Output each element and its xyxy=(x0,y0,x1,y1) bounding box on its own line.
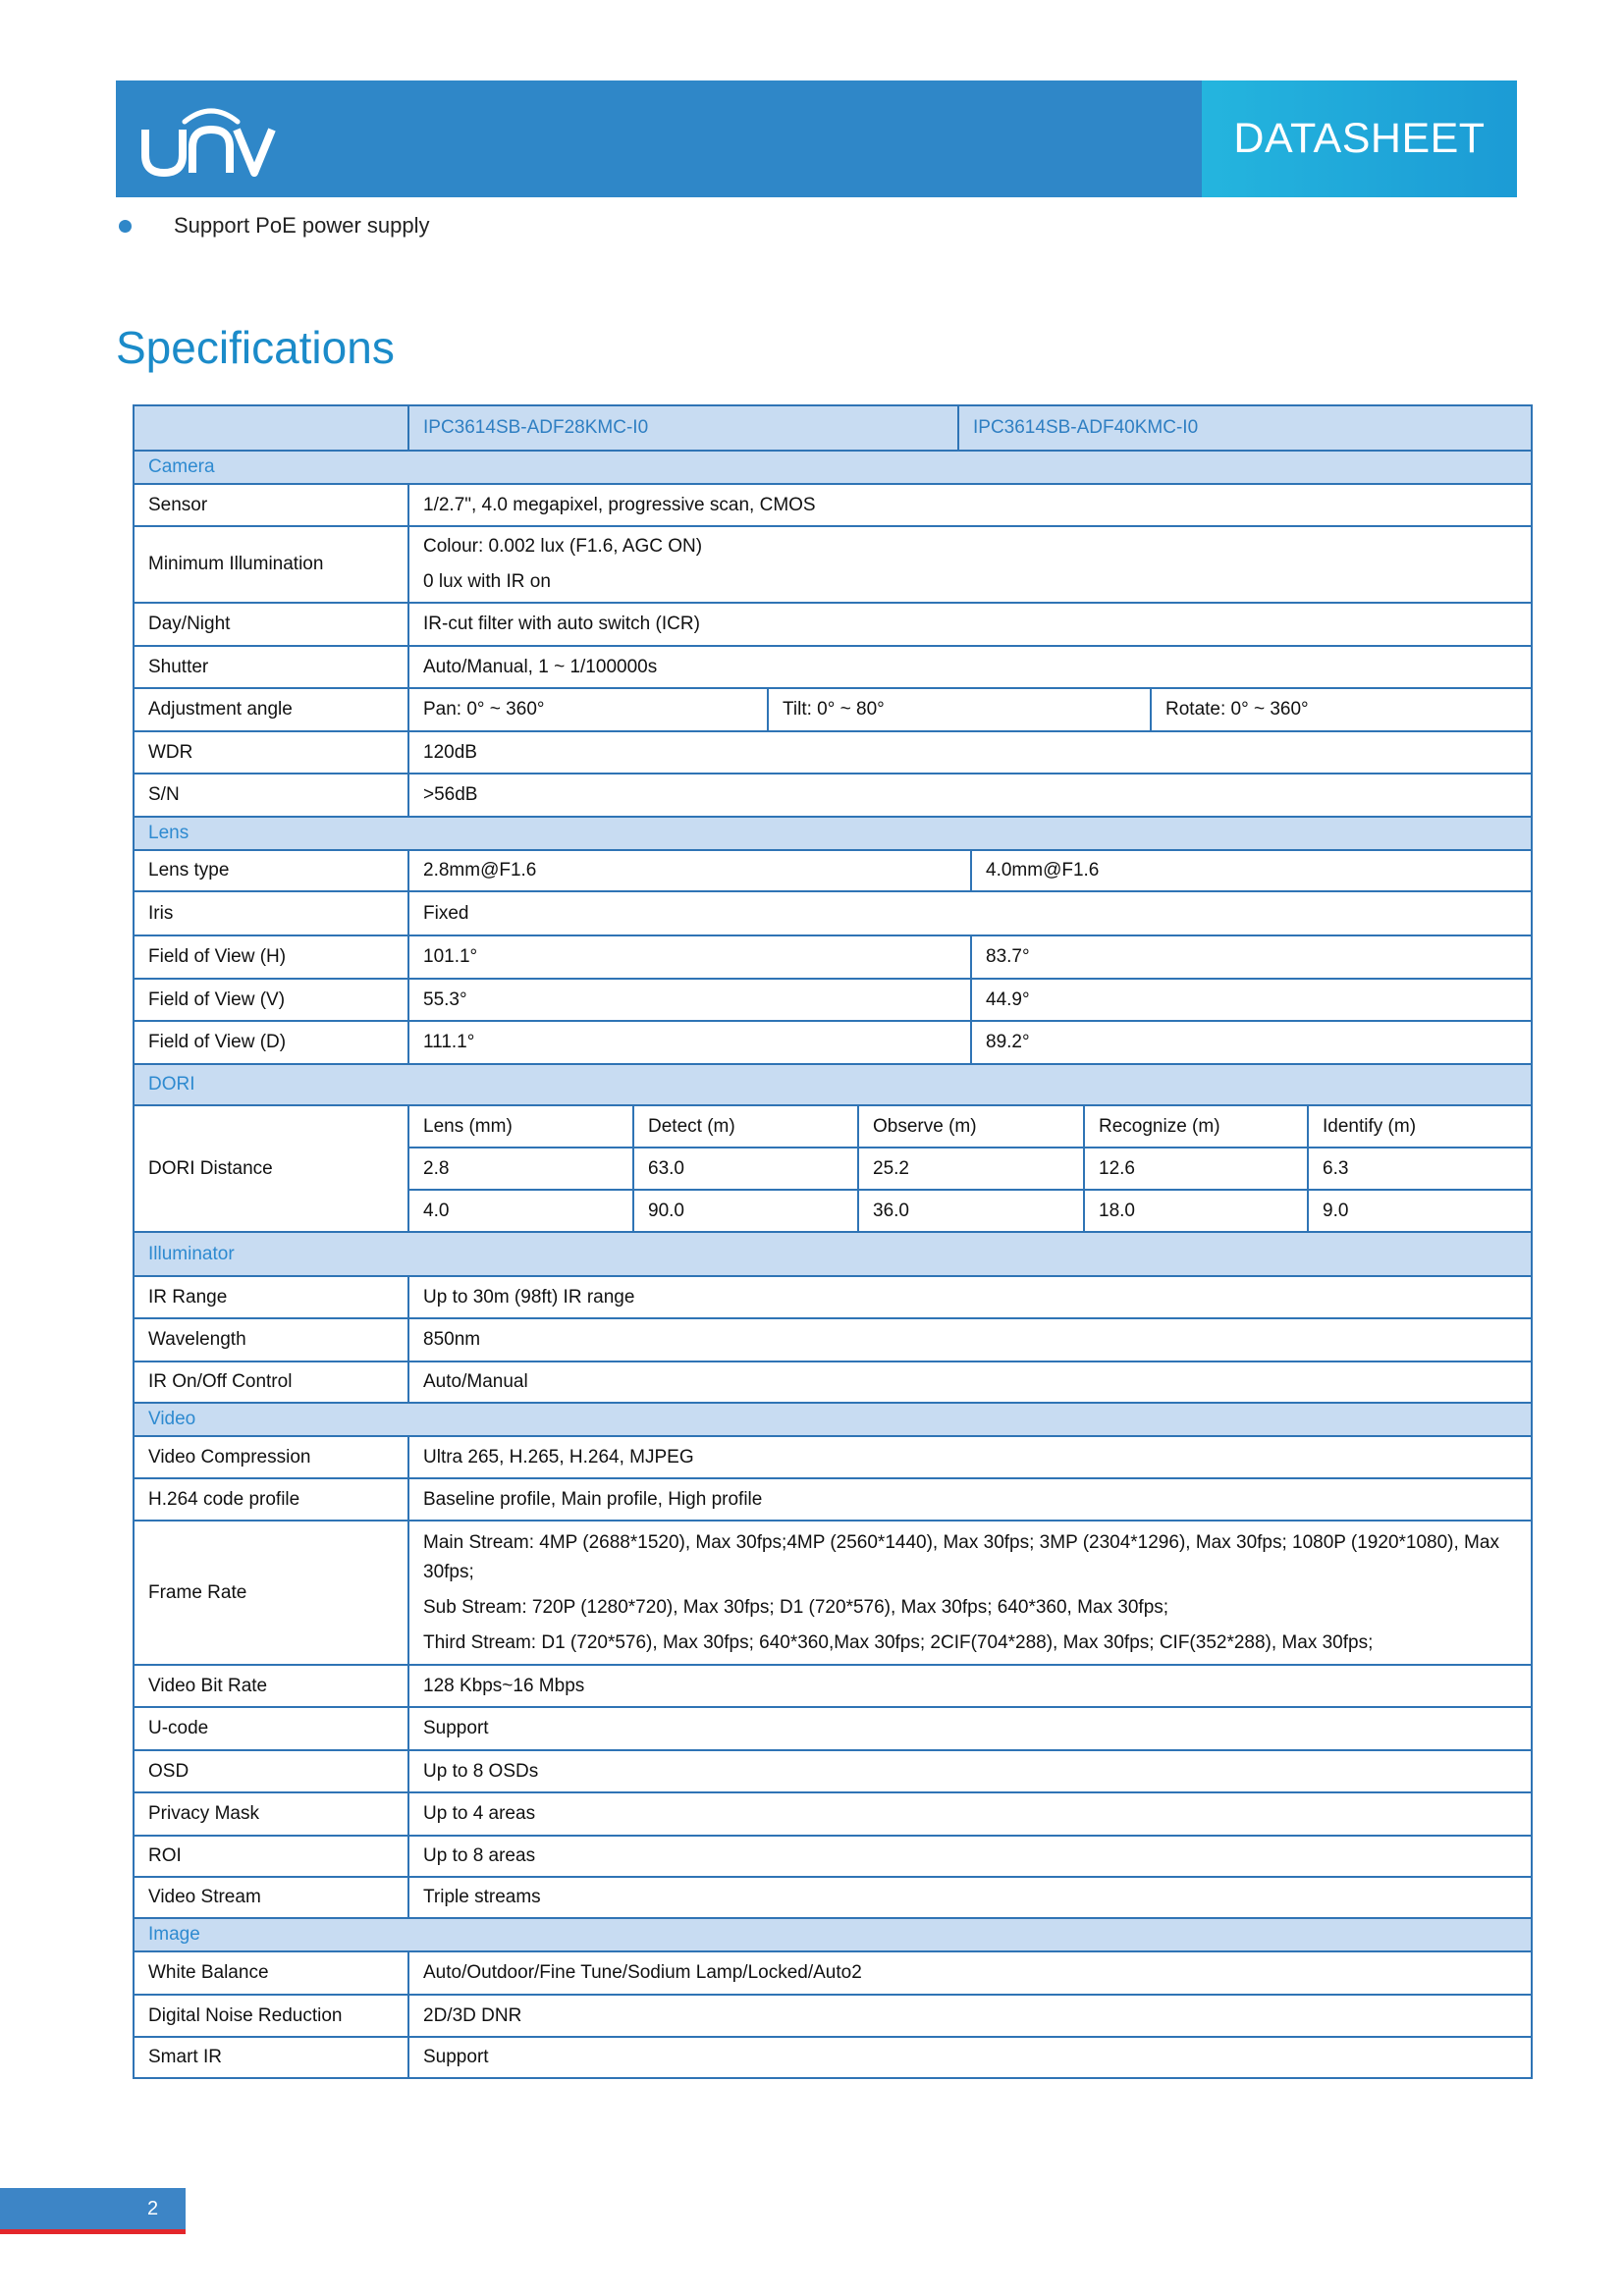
page-title: Specifications xyxy=(116,322,395,373)
spec-value: Triple streams xyxy=(409,1878,1533,1919)
spec-label: Video Compression xyxy=(135,1437,409,1479)
spec-value: 120dB xyxy=(409,732,1533,774)
spec-value-line: Colour: 0.002 lux (F1.6, AGC ON) xyxy=(423,536,703,557)
spec-label: S/N xyxy=(135,774,409,818)
spec-value: Up to 30m (98ft) IR range xyxy=(409,1277,1533,1319)
dori-column-header: Observe (m) xyxy=(859,1106,1085,1148)
spec-row-ucode xyxy=(135,1708,1533,1751)
section-row-image xyxy=(135,1919,1533,1952)
frame-rate-third-stream: Third Stream: D1 (720*576), Max 30fps; 640*360,Max 30fps; 2CIF(704*288), Max 30fps; CIF(352*288), Max 30fps; xyxy=(423,1631,1374,1653)
dori-cell: 12.6 xyxy=(1085,1148,1309,1191)
section-title: DORI xyxy=(135,1065,1533,1106)
spec-value: 2D/3D DNR xyxy=(409,1996,1533,2038)
frame-rate-main-stream: Main Stream: 4MP (2688*1520), Max 30fps;4MP (2560*1440), Max 30fps; 3MP (2304*1296), Max 30fps; 1080P (1920*1080), Max 30fps; xyxy=(423,1531,1499,1582)
dori-column-header: Identify (m) xyxy=(1309,1106,1533,1148)
spec-row-h264-profile xyxy=(135,1479,1533,1522)
spec-row-roi xyxy=(135,1837,1533,1878)
spec-row-wdr xyxy=(135,732,1533,774)
spec-value: IR-cut filter with auto switch (ICR) xyxy=(409,604,1533,647)
spec-row-iris xyxy=(135,892,1533,936)
feature-item: Support PoE power supply xyxy=(174,213,430,238)
spec-label: OSD xyxy=(135,1751,409,1793)
spec-value: 83.7° xyxy=(972,936,1533,980)
dori-cell: 9.0 xyxy=(1309,1191,1533,1233)
spec-row-video-compression xyxy=(135,1437,1533,1479)
spec-value: Auto/Manual xyxy=(409,1362,1533,1404)
spec-label: Video Stream xyxy=(135,1878,409,1919)
dori-cell: 63.0 xyxy=(634,1148,859,1191)
spec-row-smart-ir xyxy=(135,2038,1533,2079)
spec-value-tilt: Tilt: 0° ~ 80° xyxy=(769,689,1152,732)
spec-value: 1/2.7", 4.0 megapixel, progressive scan, CMOS xyxy=(409,485,1533,527)
spec-value xyxy=(409,527,1533,604)
spec-value: 111.1° xyxy=(409,1022,972,1065)
spec-value: Auto/Manual, 1 ~ 1/100000s xyxy=(409,647,1533,689)
dori-grid xyxy=(409,1106,1533,1233)
spec-value: Up to 4 areas xyxy=(409,1793,1533,1837)
spec-label: WDR xyxy=(135,732,409,774)
spec-label: Shutter xyxy=(135,647,409,689)
spec-row-osd xyxy=(135,1751,1533,1793)
spec-label: White Balance xyxy=(135,1952,409,1996)
frame-rate-sub-stream: Sub Stream: 720P (1280*720), Max 30fps; D1 (720*576), Max 30fps; 640*360, Max 30fps; xyxy=(423,1596,1169,1618)
spec-value: Baseline profile, Main profile, High profile xyxy=(409,1479,1533,1522)
dori-cell: 18.0 xyxy=(1085,1191,1309,1233)
section-title: Camera xyxy=(135,452,1533,485)
spec-row-lens-type xyxy=(135,851,1533,892)
model-header: IPC3614SB-ADF28KMC-I0 xyxy=(409,406,959,452)
spec-row-day-night xyxy=(135,604,1533,647)
bullet-icon xyxy=(119,220,132,233)
spec-row-sn xyxy=(135,774,1533,818)
model-header: IPC3614SB-ADF40KMC-I0 xyxy=(959,406,1533,452)
spec-label: IR On/Off Control xyxy=(135,1362,409,1404)
spec-label: Field of View (H) xyxy=(135,936,409,980)
dori-cell: 6.3 xyxy=(1309,1148,1533,1191)
spec-value: Up to 8 OSDs xyxy=(409,1751,1533,1793)
spec-value-rotate: Rotate: 0° ~ 360° xyxy=(1152,689,1533,732)
header-bar xyxy=(116,80,1202,197)
dori-data-row xyxy=(409,1148,1533,1191)
spec-value: 128 Kbps~16 Mbps xyxy=(409,1666,1533,1708)
dori-cell: 4.0 xyxy=(409,1191,634,1233)
spec-label: Video Bit Rate xyxy=(135,1666,409,1708)
spec-label: Iris xyxy=(135,892,409,936)
dori-data-row xyxy=(409,1191,1533,1233)
section-title: Image xyxy=(135,1919,1533,1952)
dori-cell: 2.8 xyxy=(409,1148,634,1191)
page-number: 2 xyxy=(147,2198,159,2219)
spec-label: Sensor xyxy=(135,485,409,527)
spec-row-adjustment-angle xyxy=(135,689,1533,732)
spec-label: Digital Noise Reduction xyxy=(135,1996,409,2038)
spec-label: H.264 code profile xyxy=(135,1479,409,1522)
section-row-dori xyxy=(135,1065,1533,1106)
spec-label: Day/Night xyxy=(135,604,409,647)
section-title: Lens xyxy=(135,818,1533,851)
dori-cell: 25.2 xyxy=(859,1148,1085,1191)
spec-value: Auto/Outdoor/Fine Tune/Sodium Lamp/Locked/Auto2 xyxy=(409,1952,1533,1996)
spec-row-fov-d xyxy=(135,1022,1533,1065)
spec-value-line: 0 lux with IR on xyxy=(423,571,551,592)
spec-label: Privacy Mask xyxy=(135,1793,409,1837)
spec-row-bit-rate xyxy=(135,1666,1533,1708)
spec-value: 101.1° xyxy=(409,936,972,980)
spec-row-frame-rate xyxy=(135,1522,1533,1666)
dori-cell: 36.0 xyxy=(859,1191,1085,1233)
specs-table xyxy=(133,404,1533,2079)
spec-value: >56dB xyxy=(409,774,1533,818)
spec-label: Adjustment angle xyxy=(135,689,409,732)
dori-header-row xyxy=(409,1106,1533,1148)
section-title: Illuminator xyxy=(135,1233,1533,1277)
spec-value: 850nm xyxy=(409,1319,1533,1362)
spec-label: Minimum Illumination xyxy=(135,527,409,604)
spec-label: Field of View (V) xyxy=(135,980,409,1022)
spec-row-sensor xyxy=(135,485,1533,527)
spec-row-video-stream xyxy=(135,1878,1533,1919)
spec-value: Support xyxy=(409,2038,1533,2079)
spec-value xyxy=(409,1522,1533,1666)
spec-value: Up to 8 areas xyxy=(409,1837,1533,1878)
spec-row-dnr xyxy=(135,1996,1533,2038)
section-title: Video xyxy=(135,1404,1533,1437)
spec-row-shutter xyxy=(135,647,1533,689)
spec-row-fov-h xyxy=(135,936,1533,980)
spec-label: Smart IR xyxy=(135,2038,409,2079)
spec-value: 55.3° xyxy=(409,980,972,1022)
header-empty-cell xyxy=(135,406,409,452)
spec-label: Wavelength xyxy=(135,1319,409,1362)
spec-value: 4.0mm@F1.6 xyxy=(972,851,1533,892)
spec-row-dori-distance xyxy=(135,1106,1533,1233)
spec-label: Field of View (D) xyxy=(135,1022,409,1065)
section-row-video xyxy=(135,1404,1533,1437)
spec-label: IR Range xyxy=(135,1277,409,1319)
spec-label: DORI Distance xyxy=(135,1106,409,1233)
spec-value-pan: Pan: 0° ~ 360° xyxy=(409,689,769,732)
spec-value: 89.2° xyxy=(972,1022,1533,1065)
table-header-row xyxy=(135,406,1533,452)
spec-row-fov-v xyxy=(135,980,1533,1022)
spec-value: Fixed xyxy=(409,892,1533,936)
spec-label: ROI xyxy=(135,1837,409,1878)
section-row-camera xyxy=(135,452,1533,485)
spec-row-min-illumination xyxy=(135,527,1533,604)
brand-logo xyxy=(139,102,277,177)
spec-row-wavelength xyxy=(135,1319,1533,1362)
dori-column-header: Lens (mm) xyxy=(409,1106,634,1148)
datasheet-badge: DATASHEET xyxy=(1202,80,1517,197)
spec-value: Ultra 265, H.265, H.264, MJPEG xyxy=(409,1437,1533,1479)
spec-label: Lens type xyxy=(135,851,409,892)
footer-rule xyxy=(0,2229,186,2234)
dori-column-header: Recognize (m) xyxy=(1085,1106,1309,1148)
spec-row-ir-control xyxy=(135,1362,1533,1404)
spec-row-privacy-mask xyxy=(135,1793,1533,1837)
spec-value: 2.8mm@F1.6 xyxy=(409,851,972,892)
spec-value: Support xyxy=(409,1708,1533,1751)
dori-cell: 90.0 xyxy=(634,1191,859,1233)
spec-label: U-code xyxy=(135,1708,409,1751)
spec-row-ir-range xyxy=(135,1277,1533,1319)
spec-value: 44.9° xyxy=(972,980,1533,1022)
spec-label: Frame Rate xyxy=(135,1522,409,1666)
section-row-illuminator xyxy=(135,1233,1533,1277)
section-row-lens xyxy=(135,818,1533,851)
dori-column-header: Detect (m) xyxy=(634,1106,859,1148)
spec-row-white-balance xyxy=(135,1952,1533,1996)
